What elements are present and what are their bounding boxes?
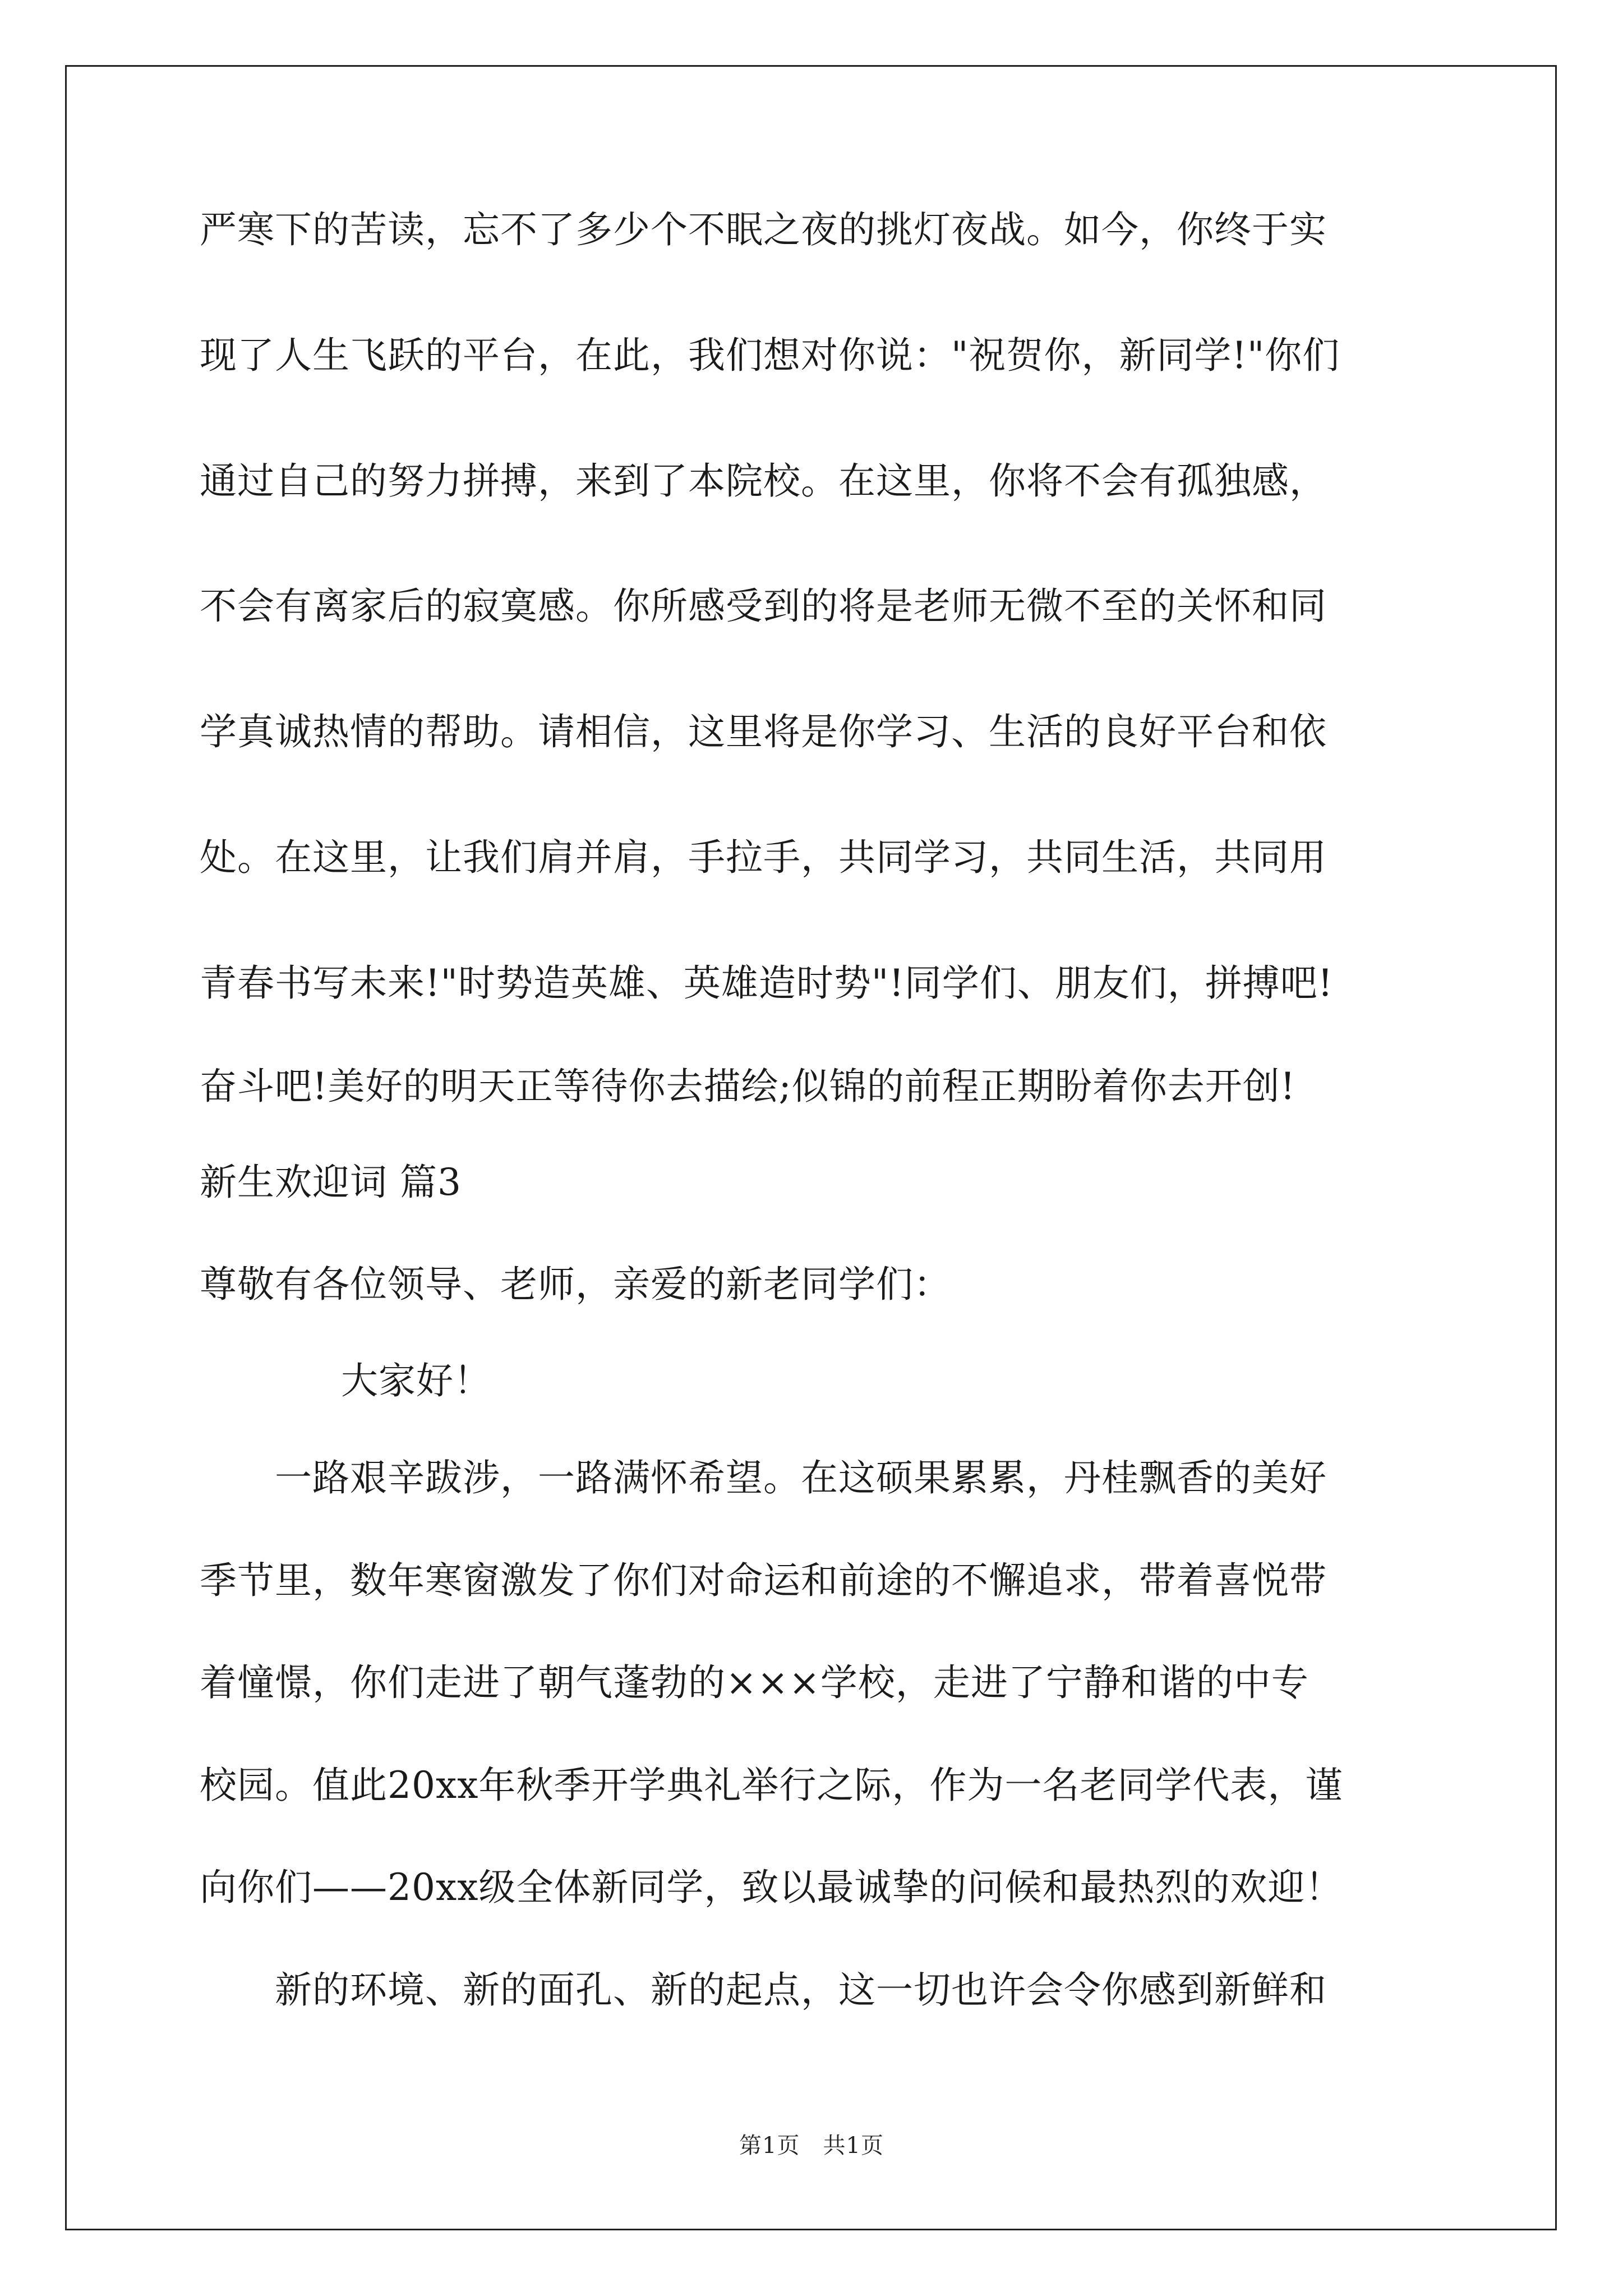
salutation: 尊敬有各位领导、老师，亲爱的新老同学们： [200,1263,951,1306]
body-line-12: 一路艰辛跋涉，一路满怀希望。在这硕果累累，丹桂飘香的美好 [275,1456,1327,1499]
body-line-3: 通过自己的努力拼搏，来到了本院校。在这里，你将不会有孤独感， [200,459,1327,503]
page-footer: 第1页 共1页 [739,2133,884,2159]
body-line-5: 学真诚热情的帮助。请相信，这里将是你学习、生活的良好平台和依 [200,710,1327,753]
body-line-17: 新的环境、新的面孔、新的起点，这一切也许会令你感到新鲜和 [275,1968,1327,2012]
body-line-4: 不会有离家后的寂寞感。你所感受到的将是老师无微不至的关怀和同 [200,585,1327,628]
body-line-15: 校园。值此20xx年秋季开学典礼举行之际，作为一名老同学代表，谨 [200,1764,1343,1807]
body-line-2: 现了人生飞跃的平台，在此，我们想对你说："祝贺你，新同学!"你们 [200,334,1340,377]
greeting: 大家好！ [341,1359,491,1402]
body-line-7: 青春书写未来!"时势造英雄、英雄造时势"!同学们、朋友们，拼搏吧! [200,961,1334,1005]
body-line-14: 着憧憬，你们走进了朝气蓬勃的×××学校，走进了宁静和谐的中专 [200,1661,1309,1704]
body-line-6: 处。在这里，让我们肩并肩，手拉手，共同学习，共同生活，共同用 [200,836,1327,879]
body-line-13: 季节里，数年寒窗激发了你们对命运和前途的不懈追求，带着喜悦带 [200,1559,1327,1602]
body-line-8: 奋斗吧!美好的明天正等待你去描绘;似锦的前程正期盼着你去开创! [200,1065,1296,1108]
section-heading: 新生欢迎词 篇3 [200,1161,462,1204]
body-line-16: 向你们——20xx级全体新同学，致以最诚挚的问候和最热烈的欢迎！ [200,1866,1343,1909]
body-line-1: 严寒下的苦读，忘不了多少个不眠之夜的挑灯夜战。如今，你终于实 [200,208,1327,251]
